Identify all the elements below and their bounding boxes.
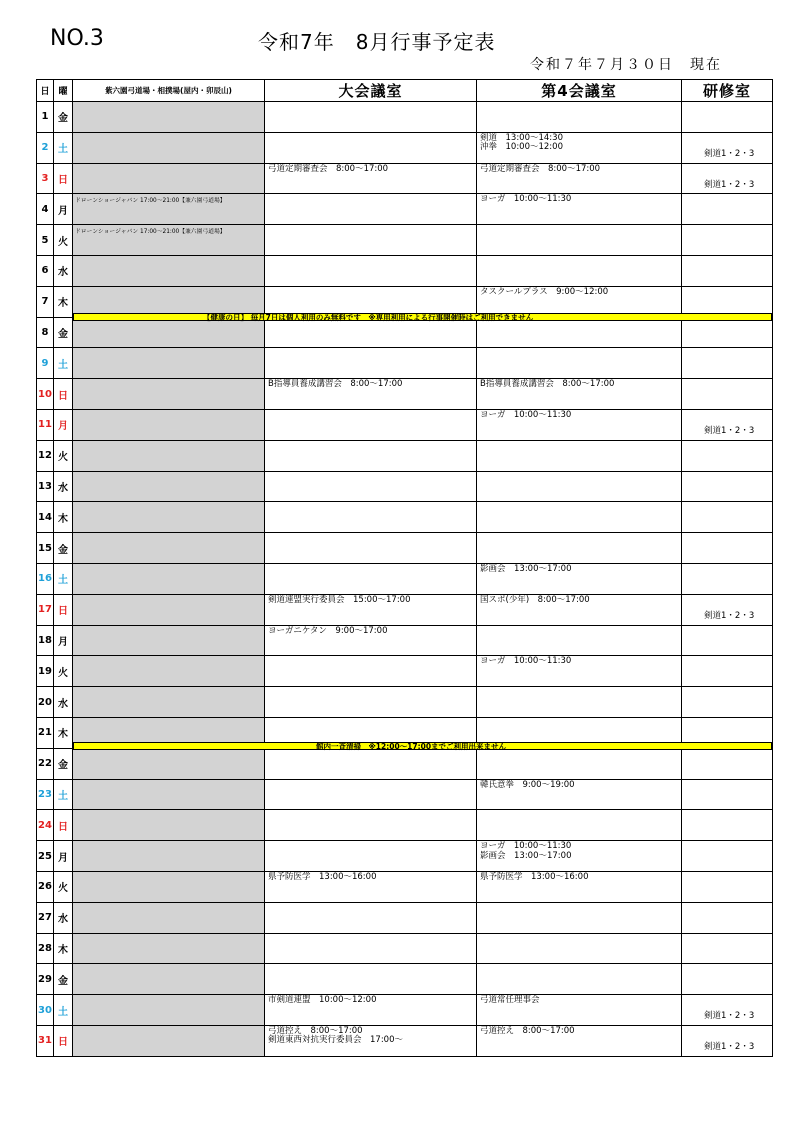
hall-cell xyxy=(265,379,477,410)
day-number: 31 xyxy=(37,1025,54,1056)
cleaning-notice-text: 館内一斉清掃 ※12:00～17:00までご利用出来ません xyxy=(316,742,507,751)
day-row xyxy=(37,687,773,718)
weekday: 土 xyxy=(54,132,73,163)
schedule-table xyxy=(36,79,773,1057)
room4-cell xyxy=(477,255,682,286)
weekday: 金 xyxy=(54,102,73,133)
weekday: 木 xyxy=(54,502,73,533)
training-cell-text: 剣道1・2・3 xyxy=(704,148,755,159)
training-cell xyxy=(682,471,773,502)
hall-cell xyxy=(265,225,477,256)
room4-cell xyxy=(477,1025,682,1056)
day-number: 13 xyxy=(37,471,54,502)
gym-cell xyxy=(73,132,265,163)
training-cell xyxy=(682,810,773,841)
cleaning-notice xyxy=(73,742,772,750)
room4-cell xyxy=(477,348,682,379)
hall-cell xyxy=(265,194,477,225)
day-row xyxy=(37,348,773,379)
hall-cell-text: B指導員養成講習会 8:00～17:00 xyxy=(268,379,403,390)
day-number: 27 xyxy=(37,902,54,933)
hall-cell xyxy=(265,440,477,471)
room4-cell xyxy=(477,102,682,133)
day-number: 17 xyxy=(37,594,54,625)
training-cell xyxy=(682,194,773,225)
day-number: 21 xyxy=(37,717,54,748)
col-header-weekday: 曜 xyxy=(54,80,73,102)
col-header-day: 日 xyxy=(37,80,54,102)
training-cell-text: 剣道1・2・3 xyxy=(704,1041,755,1052)
hall-cell xyxy=(265,132,477,163)
room4-cell-text: 県予防医学 13:00～16:00 xyxy=(480,871,589,882)
training-cell xyxy=(682,995,773,1026)
hall-cell xyxy=(265,656,477,687)
gym-cell xyxy=(73,440,265,471)
weekday: 月 xyxy=(54,194,73,225)
gym-cell-text: ドローンショージャパン 17:00～21:00【兼六園弓道場】 xyxy=(75,229,226,236)
gym-cell xyxy=(73,625,265,656)
room4-cell xyxy=(477,964,682,995)
room4-cell xyxy=(477,810,682,841)
day-number: 29 xyxy=(37,964,54,995)
col-header-hall: 大会議室 xyxy=(265,80,477,102)
day-row xyxy=(37,132,773,163)
weekday: 金 xyxy=(54,964,73,995)
day-number: 30 xyxy=(37,995,54,1026)
gym-cell xyxy=(73,871,265,902)
weekday: 日 xyxy=(54,1025,73,1056)
day-number: 26 xyxy=(37,871,54,902)
day-number: 20 xyxy=(37,687,54,718)
training-cell xyxy=(682,379,773,410)
gym-cell xyxy=(73,902,265,933)
room4-cell xyxy=(477,533,682,564)
gym-cell xyxy=(73,1025,265,1056)
health-day-notice-text: 【健康の日】 毎月7日は個人利用のみ無料です ※専用利用による行事開催時はご利用できません xyxy=(203,313,534,322)
day-row xyxy=(37,563,773,594)
day-row xyxy=(37,225,773,256)
gym-cell xyxy=(73,687,265,718)
weekday: 火 xyxy=(54,225,73,256)
day-row xyxy=(37,748,773,779)
day-row xyxy=(37,841,773,872)
training-cell xyxy=(682,1025,773,1056)
training-cell xyxy=(682,871,773,902)
hall-cell xyxy=(265,533,477,564)
weekday: 日 xyxy=(54,810,73,841)
hall-cell xyxy=(265,348,477,379)
room4-cell-text: 弓道常任理事会 xyxy=(480,995,540,1006)
gym-cell xyxy=(73,594,265,625)
room4-cell xyxy=(477,871,682,902)
gym-cell xyxy=(73,225,265,256)
day-row xyxy=(37,163,773,194)
room4-cell xyxy=(477,194,682,225)
weekday: 土 xyxy=(54,348,73,379)
room4-cell xyxy=(477,841,682,872)
training-cell xyxy=(682,533,773,564)
day-number: 5 xyxy=(37,225,54,256)
day-number: 23 xyxy=(37,779,54,810)
gym-cell xyxy=(73,841,265,872)
room4-cell xyxy=(477,225,682,256)
weekday: 火 xyxy=(54,656,73,687)
training-cell xyxy=(682,594,773,625)
training-cell xyxy=(682,132,773,163)
as-of-date: 令和７年７月３０日 現在 xyxy=(530,57,722,73)
training-cell xyxy=(682,656,773,687)
room4-cell xyxy=(477,748,682,779)
weekday: 日 xyxy=(54,594,73,625)
weekday: 木 xyxy=(54,717,73,748)
gym-cell xyxy=(73,779,265,810)
hall-cell xyxy=(265,594,477,625)
hall-cell xyxy=(265,1025,477,1056)
room4-cell-text: B指導員養成講習会 8:00～17:00 xyxy=(480,379,615,390)
room4-cell-text: 弓道定期審査会 8:00～17:00 xyxy=(480,163,601,174)
training-cell xyxy=(682,255,773,286)
day-row xyxy=(37,533,773,564)
day-row xyxy=(37,779,773,810)
day-number: 28 xyxy=(37,933,54,964)
day-row xyxy=(37,502,773,533)
gym-cell xyxy=(73,348,265,379)
gym-cell xyxy=(73,810,265,841)
room4-cell xyxy=(477,625,682,656)
day-number: 15 xyxy=(37,533,54,564)
hall-cell-text: ヨーガニケタン 9:00～17:00 xyxy=(268,625,388,636)
day-number: 19 xyxy=(37,656,54,687)
gym-cell xyxy=(73,502,265,533)
hall-cell xyxy=(265,871,477,902)
weekday: 水 xyxy=(54,902,73,933)
hall-cell-text: 市剣道連盟 10:00～12:00 xyxy=(268,995,377,1006)
weekday: 土 xyxy=(54,779,73,810)
training-cell xyxy=(682,348,773,379)
hall-cell xyxy=(265,502,477,533)
room4-cell-text: タスクールプラス 9:00～12:00 xyxy=(480,286,609,297)
day-row xyxy=(37,964,773,995)
day-number: 10 xyxy=(37,379,54,410)
room4-cell-text: ヨーガ 10:00～11:30 xyxy=(480,656,572,667)
weekday: 水 xyxy=(54,687,73,718)
training-cell xyxy=(682,440,773,471)
day-row xyxy=(37,379,773,410)
room4-cell xyxy=(477,995,682,1026)
hall-cell xyxy=(265,933,477,964)
training-cell xyxy=(682,409,773,440)
room4-cell xyxy=(477,132,682,163)
room4-cell xyxy=(477,687,682,718)
gym-cell xyxy=(73,533,265,564)
weekday: 水 xyxy=(54,471,73,502)
room4-cell-text: ヨーガ 10:00～11:30 xyxy=(480,409,572,420)
hall-cell-text: 弓道定期審査会 8:00～17:00 xyxy=(268,163,389,174)
room4-cell xyxy=(477,379,682,410)
room4-cell xyxy=(477,440,682,471)
day-number: 9 xyxy=(37,348,54,379)
day-row xyxy=(37,902,773,933)
day-row xyxy=(37,594,773,625)
hall-cell xyxy=(265,964,477,995)
gym-cell xyxy=(73,471,265,502)
training-cell xyxy=(682,841,773,872)
training-cell xyxy=(682,225,773,256)
day-row xyxy=(37,409,773,440)
room4-cell-text: 国スポ(少年) 8:00～17:00 xyxy=(480,594,590,605)
training-cell xyxy=(682,163,773,194)
hall-cell xyxy=(265,471,477,502)
col-header-training: 研修室 xyxy=(682,80,773,102)
hall-cell xyxy=(265,748,477,779)
day-number: 11 xyxy=(37,409,54,440)
day-row xyxy=(37,810,773,841)
gym-cell xyxy=(73,255,265,286)
gym-cell xyxy=(73,933,265,964)
weekday: 水 xyxy=(54,255,73,286)
weekday: 金 xyxy=(54,748,73,779)
hall-cell xyxy=(265,163,477,194)
training-cell-text: 剣道1・2・3 xyxy=(704,179,755,190)
day-number: 24 xyxy=(37,810,54,841)
room4-cell xyxy=(477,471,682,502)
training-cell xyxy=(682,933,773,964)
training-cell xyxy=(682,317,773,348)
document-title: 令和7年 8月行事予定表 xyxy=(258,30,496,54)
training-cell-text: 剣道1・2・3 xyxy=(704,425,755,436)
gym-cell xyxy=(73,194,265,225)
hall-cell-text: 剣道連盟実行委員会 15:00～17:00 xyxy=(268,594,411,605)
day-number: 16 xyxy=(37,563,54,594)
hall-cell xyxy=(265,409,477,440)
room4-cell-text: 韓氏意拳 9:00～19:00 xyxy=(480,779,575,790)
day-number: 14 xyxy=(37,502,54,533)
training-cell xyxy=(682,502,773,533)
hall-cell xyxy=(265,255,477,286)
day-number: 1 xyxy=(37,102,54,133)
weekday: 木 xyxy=(54,933,73,964)
hall-cell xyxy=(265,687,477,718)
training-cell-text: 剣道1・2・3 xyxy=(704,1011,755,1022)
day-row xyxy=(37,656,773,687)
weekday: 火 xyxy=(54,871,73,902)
weekday: 月 xyxy=(54,409,73,440)
training-cell xyxy=(682,748,773,779)
room4-cell xyxy=(477,902,682,933)
room4-cell-text: ヨーガ 10:00～11:30 xyxy=(480,194,572,205)
room4-cell-text: 剣道 13:00～14:30 沖拳 10:00～12:00 xyxy=(480,132,563,153)
room4-cell xyxy=(477,933,682,964)
day-number: 8 xyxy=(37,317,54,348)
gym-cell-text: ドローンショージャパン 17:00～21:00【兼六園弓道場】 xyxy=(75,198,226,205)
hall-cell xyxy=(265,902,477,933)
gym-cell xyxy=(73,379,265,410)
day-row xyxy=(37,194,773,225)
header-row xyxy=(37,80,773,102)
room4-cell xyxy=(477,409,682,440)
hall-cell xyxy=(265,563,477,594)
training-cell xyxy=(682,625,773,656)
day-row xyxy=(37,440,773,471)
training-cell xyxy=(682,563,773,594)
gym-cell xyxy=(73,409,265,440)
gym-cell xyxy=(73,563,265,594)
training-cell xyxy=(682,687,773,718)
health-day-notice xyxy=(73,313,772,321)
day-number: 4 xyxy=(37,194,54,225)
hall-cell xyxy=(265,995,477,1026)
gym-cell xyxy=(73,748,265,779)
weekday: 土 xyxy=(54,995,73,1026)
day-number: 18 xyxy=(37,625,54,656)
weekday: 日 xyxy=(54,379,73,410)
room4-cell xyxy=(477,594,682,625)
day-number: 3 xyxy=(37,163,54,194)
day-number: 2 xyxy=(37,132,54,163)
day-row xyxy=(37,625,773,656)
weekday: 月 xyxy=(54,841,73,872)
schedule-body xyxy=(37,102,773,1057)
day-row xyxy=(37,255,773,286)
room4-cell xyxy=(477,563,682,594)
day-row xyxy=(37,471,773,502)
gym-cell xyxy=(73,656,265,687)
day-row xyxy=(37,995,773,1026)
day-row xyxy=(37,871,773,902)
hall-cell-text: 県予防医学 13:00～16:00 xyxy=(268,871,377,882)
weekday: 金 xyxy=(54,317,73,348)
room4-cell-text: ヨーガ 10:00～11:30 影画会 13:00～17:00 xyxy=(480,841,572,861)
hall-cell-text: 弓道控え 8:00～17:00 剣道東西対抗実行委員会 17:00～ xyxy=(268,1025,403,1046)
gym-cell xyxy=(73,995,265,1026)
day-row xyxy=(37,102,773,133)
training-cell xyxy=(682,779,773,810)
col-header-room4: 第4会議室 xyxy=(477,80,682,102)
hall-cell xyxy=(265,841,477,872)
day-row xyxy=(37,1025,773,1056)
weekday: 土 xyxy=(54,563,73,594)
gym-cell xyxy=(73,102,265,133)
room4-cell-text: 弓道控え 8:00～17:00 xyxy=(480,1025,575,1036)
day-number: 25 xyxy=(37,841,54,872)
day-row xyxy=(37,933,773,964)
document-number: NO.3 xyxy=(50,26,104,51)
room4-cell-text: 影画会 13:00～17:00 xyxy=(480,563,572,574)
room4-cell xyxy=(477,656,682,687)
weekday: 月 xyxy=(54,625,73,656)
weekday: 木 xyxy=(54,286,73,317)
hall-cell xyxy=(265,102,477,133)
weekday: 火 xyxy=(54,440,73,471)
room4-cell xyxy=(477,163,682,194)
day-number: 22 xyxy=(37,748,54,779)
day-number: 6 xyxy=(37,255,54,286)
training-cell xyxy=(682,902,773,933)
hall-cell xyxy=(265,779,477,810)
hall-cell xyxy=(265,810,477,841)
training-cell xyxy=(682,102,773,133)
weekday: 金 xyxy=(54,533,73,564)
day-number: 12 xyxy=(37,440,54,471)
room4-cell xyxy=(477,502,682,533)
gym-cell xyxy=(73,964,265,995)
hall-cell xyxy=(265,625,477,656)
gym-cell xyxy=(73,163,265,194)
training-cell xyxy=(682,964,773,995)
room4-cell xyxy=(477,779,682,810)
training-cell-text: 剣道1・2・3 xyxy=(704,610,755,621)
day-number: 7 xyxy=(37,286,54,317)
weekday: 日 xyxy=(54,163,73,194)
col-header-gym: 紫六園弓道場・相撲場(屋内・卯辰山) xyxy=(73,80,265,102)
